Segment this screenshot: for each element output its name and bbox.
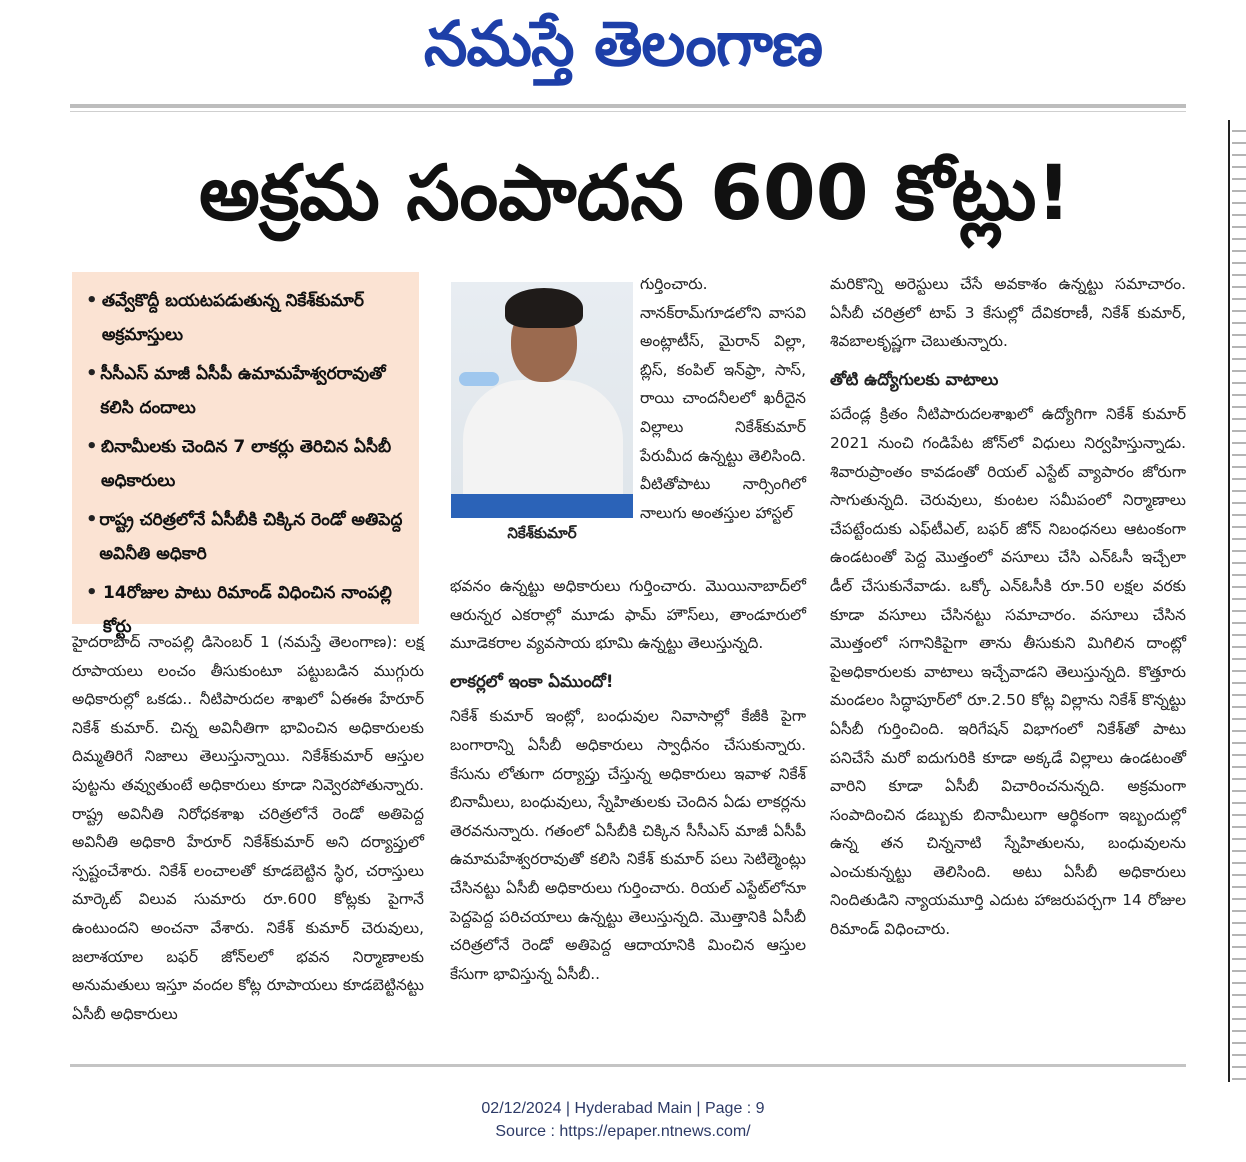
- highlight-text: రాష్ట్ర చరిత్రలోనే ఏసీబీకి చిక్కిన రెండో అతిపెద్ద అవినీతి అధికారి: [99, 510, 403, 564]
- masthead-logo: నమస్తే తెలంగాణ: [423, 7, 823, 80]
- headline: అక్రమ సంపాదన 600 కోట్లు!: [198, 148, 1072, 237]
- highlight-item: [86, 284, 409, 352]
- footer-date-edition: 02/12/2024 | Hyderabad Main | Page : 9: [481, 1100, 765, 1117]
- photo-caption: నికేశ్‌కుమార్: [507, 524, 577, 542]
- top-rule: [70, 104, 1186, 108]
- highlight-item: [86, 357, 409, 425]
- subheading: తోటి ఉద్యోగులకు వాటాలు: [830, 369, 999, 389]
- paragraph: పదేండ్ల క్రితం నీటిపారుదలశాఖలో ఉద్యోగిగా నికేశ్ కుమార్ 2021 నుంచి గండిపేట జోన్‌లో విధులు నిర్వహిస్తున్నాడు. శివారుప్రాంతం కావడంతో రియల్ ఎస్టేట్ వ్యాపారం జోరుగా సాగుతున్నది. చెరువులు, కుంటల సమీపంలో నిర్మాణాలు చేపట్టేందుకు ఎఫ్‌టీఎల్, బఫర్ జోన్ నిబంధనలు ఆటంకంగా ఉండటంతో పెద్ద మొత్తంలో వసూలు చేసి ఎన్‌ఓసీ ఇచ్చేలా డీల్ చేసుకునేవాడు. ఒక్కో ఎన్‌ఓసీకి రూ.50 లక్షల వరకు కూడా వసూలు చేసినట్టు సమాచారం. వసూలు చేసిన మొత్తంలో సగానికిపైగా తాను తీసుకుని మిగిలిన దాంట్లో పైఅధికారులకు వాటాలు ఇచ్చేవాడని తెలుస్తున్నది. కొత్తూరు మండలం సిద్ధాపూర్‌లో రూ.2.50 కోట్ల విల్లాను నికేశ్ కొన్నట్టు ఏసీబీ గుర్తించింది. ఇరిగేషన్ విభాగంలో నికేశ్‌తో పాటు పనిచేసే మరో ఐదుగురికి కూడా అక్కడే విల్లాలు ఉండటంతో వారిని కూడా ఏసీబీ విచారించనున్నది. అక్రమంగా సంపాదించిన డబ్బుకు బినామీలుగా ఆర్థికంగా ఇబ్బందుల్లో ఉన్న తన చిన్ననాటి స్నేహితులను, బంధువులను ఎంచుకున్నట్టు తెలిసింది. అటు ఏసీబీ అధికారులు నిందితుడిని న్యాయమూర్తి ఎదుట హాజరుపర్చగా 14 రోజుల రిమాండ్ విధించారు.: [830, 405, 1186, 939]
- highlight-text: సీసీఎస్ మాజీ ఏసీపీ ఉమామహేశ్వరరావుతో కలిసి దందాలు: [100, 364, 386, 418]
- paragraph: మరికొన్ని అరెస్టులు చేసే అవకాశం ఉన్నట్టు సమాచారం. ఏసీబీ చరిత్రలో టాప్ 3 కేసుల్లో దేవికరాణీ, నికేశ్ కుమార్, శివబాలకృష్ణగా చెబుతున్నారు.: [830, 275, 1186, 351]
- subheading: లాకర్లలో ఇంకా ఏముందో!: [450, 671, 614, 691]
- article-column-2: [450, 572, 806, 988]
- article-column-1: హైదరాబాద్ నాంపల్లి డిసెంబర్ 1 (నమస్తే తెలంగాణ): లక్ష రూపాయలు లంచం తీసుకుంటూ పట్టుబడిన ముగ్గురు అధికారుల్లో ఒకడు.. నీటిపారుదల శాఖలో ఏఈఈ హేరూర్ నికేశ్ కుమార్. చిన్న అవినీతిగా భావించిన అధికారులకు దిమ్మతిరిగే నిజాలు తెలుస్తున్నాయి. నికేశ్‌కుమార్ ఆస్తుల పుట్టను తవ్వుతుంటే అధికారులు కూడా నివ్వెరపోతున్నారు. రాష్ట్ర అవినీతి నిరోధకశాఖ చరిత్రలోనే రెండో అతిపెద్ద అవినీతి అధికారి హేరూర్ నికేశ్‌కుమార్ అని దర్యాప్తులో స్పష్టంచేశారు. నికేశ్ లంచాలతో కూడబెట్టిన స్థిర, చరాస్తులు మార్కెట్ విలువ సుమారు రూ.600 కోట్లకు పైగానే ఉంటుందని అంచనా వేశారు. నికేశ్ కుమార్ చెరువులు, జలాశయాల బఫర్ జోన్‌లలో భవన నిర్మాణాలకు అనుమతులు ఇస్తూ వందల కోట్ల రూపాయలు కూడబెట్టినట్టు ఏసీబీ అధికారులు: [72, 633, 424, 1023]
- bullet-icon: •: [86, 582, 98, 603]
- footer-source: Source : https://epaper.ntnews.com/: [495, 1123, 751, 1140]
- highlight-item: [86, 503, 409, 571]
- highlight-text: బినామీలకు చెందిన 7 లాకర్లు తెరిచిన ఏసీబీ అధికారులు: [100, 437, 392, 491]
- bullet-icon: •: [86, 509, 98, 530]
- highlights-box: [72, 272, 419, 637]
- highlight-text: 14రోజుల పాటు రిమాండ్ విధించిన నాంపల్లి కోర్టు: [103, 583, 392, 637]
- article-column-2-top: గుర్తించారు. నానక్‌రామ్‌గూడలోని వాసవి అంట్లాటీస్, మైరాన్ విల్లా, బ్లిస్, కంపిల్ ఇన్‌ఫ్రా, సాస్, రాయి చాందనీలలో ఖరీదైన విల్లాలు నికేశ్‌కుమార్ పేరుమీద ఉన్నట్టు తెలిసింది. వీటితోపాటు నార్సింగిలో నాలుగు అంతస్తుల హాస్టల్: [640, 275, 806, 522]
- bullet-icon: •: [86, 436, 98, 457]
- photo-hair-shape: [505, 288, 583, 328]
- right-column-rule: [1228, 120, 1230, 1082]
- background-cloud-decoration: [459, 372, 499, 386]
- paragraph: భవనం ఉన్నట్టు అధికారులు గుర్తించారు. మొయినాబాద్‌లో ఆరున్నర ఎకరాల్లో మూడు ఫామ్ హౌస్‌లు, తాండూరులో మూడెకరాల వ్యవసాయ భూమి ఉన్నట్టు తెలుస్తున్నది.: [450, 577, 806, 653]
- bullet-icon: •: [86, 363, 98, 384]
- portrait-photo: [451, 282, 633, 518]
- paragraph: నికేశ్ కుమార్ ఇంట్లో, బంధువుల నివాసాల్లో కేజీకి పైగా బంగారాన్ని ఏసీబీ అధికారులు స్వాధీనం చేసుకున్నారు. కేసును లోతుగా దర్యాప్తు చేస్తున్న అధికారులు ఇవాళ నికేశ్ బినామీలు, బంధువులు, స్నేహితులకు చెందిన ఏడు లాకర్లను తెరవనున్నారు. గతంలో ఏసీబీకి చిక్కిన సీసీఎస్ మాజీ ఏసీపీ ఉమామహేశ్వరరావుతో కలిసి నికేశ్ కుమార్ పలు సెటిల్మెంట్లు చేసినట్టు ఏసీబీ అధికారులు గుర్తించారు. రియల్ ఎస్టేట్‌లోనూ పెద్దపెద్ద పరిచయాలు ఉన్నట్టు తెలుస్తున్నది. మొత్తానికి ఏసీబీ చరిత్రలోనే రెండో అతిపెద్ద ఆదాయానికి మించిన ఆస్తుల కేసుగా భావిస్తున్న ఏసీబీ..: [450, 707, 806, 983]
- top-rule-thin: [70, 111, 1186, 112]
- highlight-item: [86, 430, 409, 498]
- article-column-3: [830, 270, 1186, 944]
- photo-shirt-stripe: [451, 494, 633, 518]
- highlight-text: తవ్వేకొద్దీ బయటపడుతున్న నికేశ్‌కుమార్ అక్రమాస్తులు: [101, 291, 364, 345]
- adjacent-article-strip: [1232, 120, 1246, 1082]
- bottom-rule: [70, 1064, 1186, 1067]
- bullet-icon: •: [86, 290, 98, 311]
